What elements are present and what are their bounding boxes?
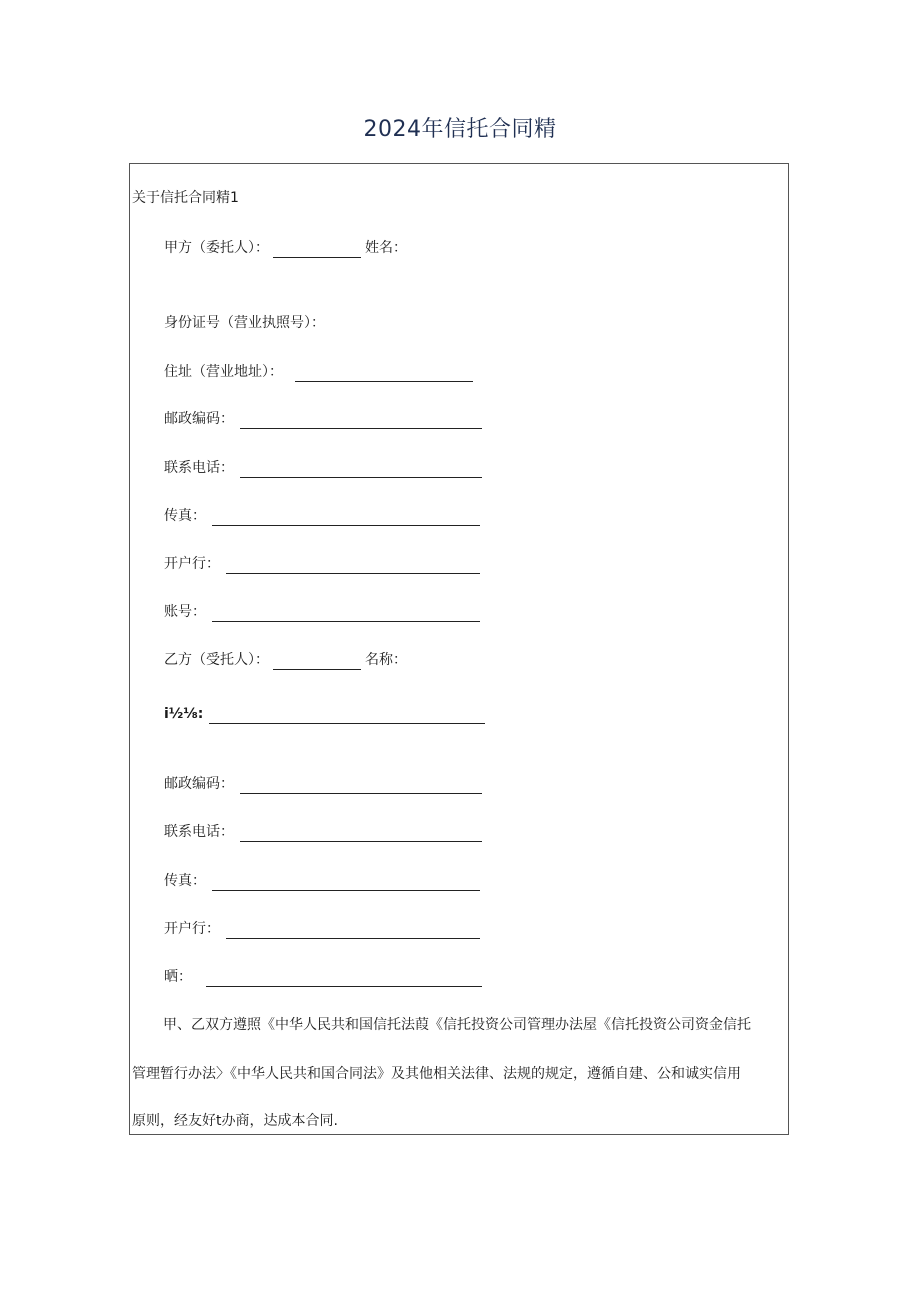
party-b-fax-blank[interactable]: [212, 875, 480, 891]
party-b-garbled-blank[interactable]: [209, 708, 485, 724]
party-a-phone-blank[interactable]: [240, 462, 482, 478]
document-title: 2024年信托合同精: [363, 117, 557, 142]
party-a-fax-row: [164, 506, 480, 526]
party-a-fax-blank[interactable]: [212, 510, 480, 526]
party-a-account-row: [164, 602, 480, 622]
party-a-header-row: [164, 238, 407, 258]
section-heading: 关于信托合同精1: [132, 190, 239, 206]
party-b-postcode-row: [164, 774, 482, 794]
party-b-phone-label: 联系电话：: [164, 824, 234, 840]
party-b-name-label: 名称：: [365, 652, 407, 668]
party-b-fax-row: [164, 871, 480, 891]
party-a-account-label: 账号：: [164, 604, 206, 620]
party-a-bank-blank[interactable]: [226, 558, 480, 574]
party-b-postcode-blank[interactable]: [240, 778, 482, 794]
party-a-postcode-label: 邮政编码：: [164, 411, 234, 427]
party-b-fax-label: 传真：: [164, 873, 206, 889]
party-b-bank-row: [164, 919, 480, 939]
party-a-postcode-blank[interactable]: [240, 413, 482, 429]
party-a-phone-label: 联系电话：: [164, 460, 234, 476]
party-a-address-row: [164, 362, 473, 382]
party-a-blank[interactable]: [273, 242, 361, 258]
party-a-phone-row: [164, 458, 482, 478]
party-a-account-blank[interactable]: [212, 606, 480, 622]
party-b-garbled-label: i½⅛:: [164, 706, 204, 722]
party-a-id-row: [164, 313, 325, 333]
party-a-address-blank[interactable]: [295, 366, 473, 382]
party-b-phone-row: [164, 822, 482, 842]
party-a-name-label: 姓名：: [365, 240, 407, 256]
contract-frame: [129, 163, 789, 1135]
body-line-2: 管理暂行办法〉《中华人民共和国合同法》及其他相关法律、法规的规定，遵循自建、公和诚实信用: [132, 1066, 741, 1082]
party-a-bank-label: 开户行：: [164, 556, 220, 572]
party-b-postcode-label: 邮政编码：: [164, 776, 234, 792]
party-b-header: 乙方（受托人）：: [164, 652, 269, 668]
party-b-account-label: 晒：: [164, 969, 192, 985]
party-a-address-label: 住址（营业地址）：: [164, 364, 283, 380]
party-b-account-blank[interactable]: [206, 971, 482, 987]
party-b-account-row: [164, 967, 482, 987]
party-b-header-row: [164, 650, 407, 670]
party-a-header: 甲方（委托人）：: [164, 240, 269, 256]
party-b-bank-label: 开户行：: [164, 921, 220, 937]
party-a-bank-row: [164, 554, 480, 574]
party-a-postcode-row: [164, 409, 482, 429]
party-b-phone-blank[interactable]: [240, 826, 482, 842]
party-a-id-label: 身份证号（营业执照号）：: [164, 315, 325, 331]
party-b-blank[interactable]: [273, 654, 361, 670]
body-line-1: 甲、乙双方遵照《中华人民共和国信托法葭《信托投资公司管理办法屋《信托投资公司资金信托: [163, 1017, 751, 1033]
party-a-fax-label: 传真：: [164, 508, 206, 524]
body-line-3: 原则，经友好t办商，达成本合同.: [132, 1113, 338, 1129]
party-b-garbled-row: [164, 704, 485, 724]
party-b-bank-blank[interactable]: [226, 923, 480, 939]
